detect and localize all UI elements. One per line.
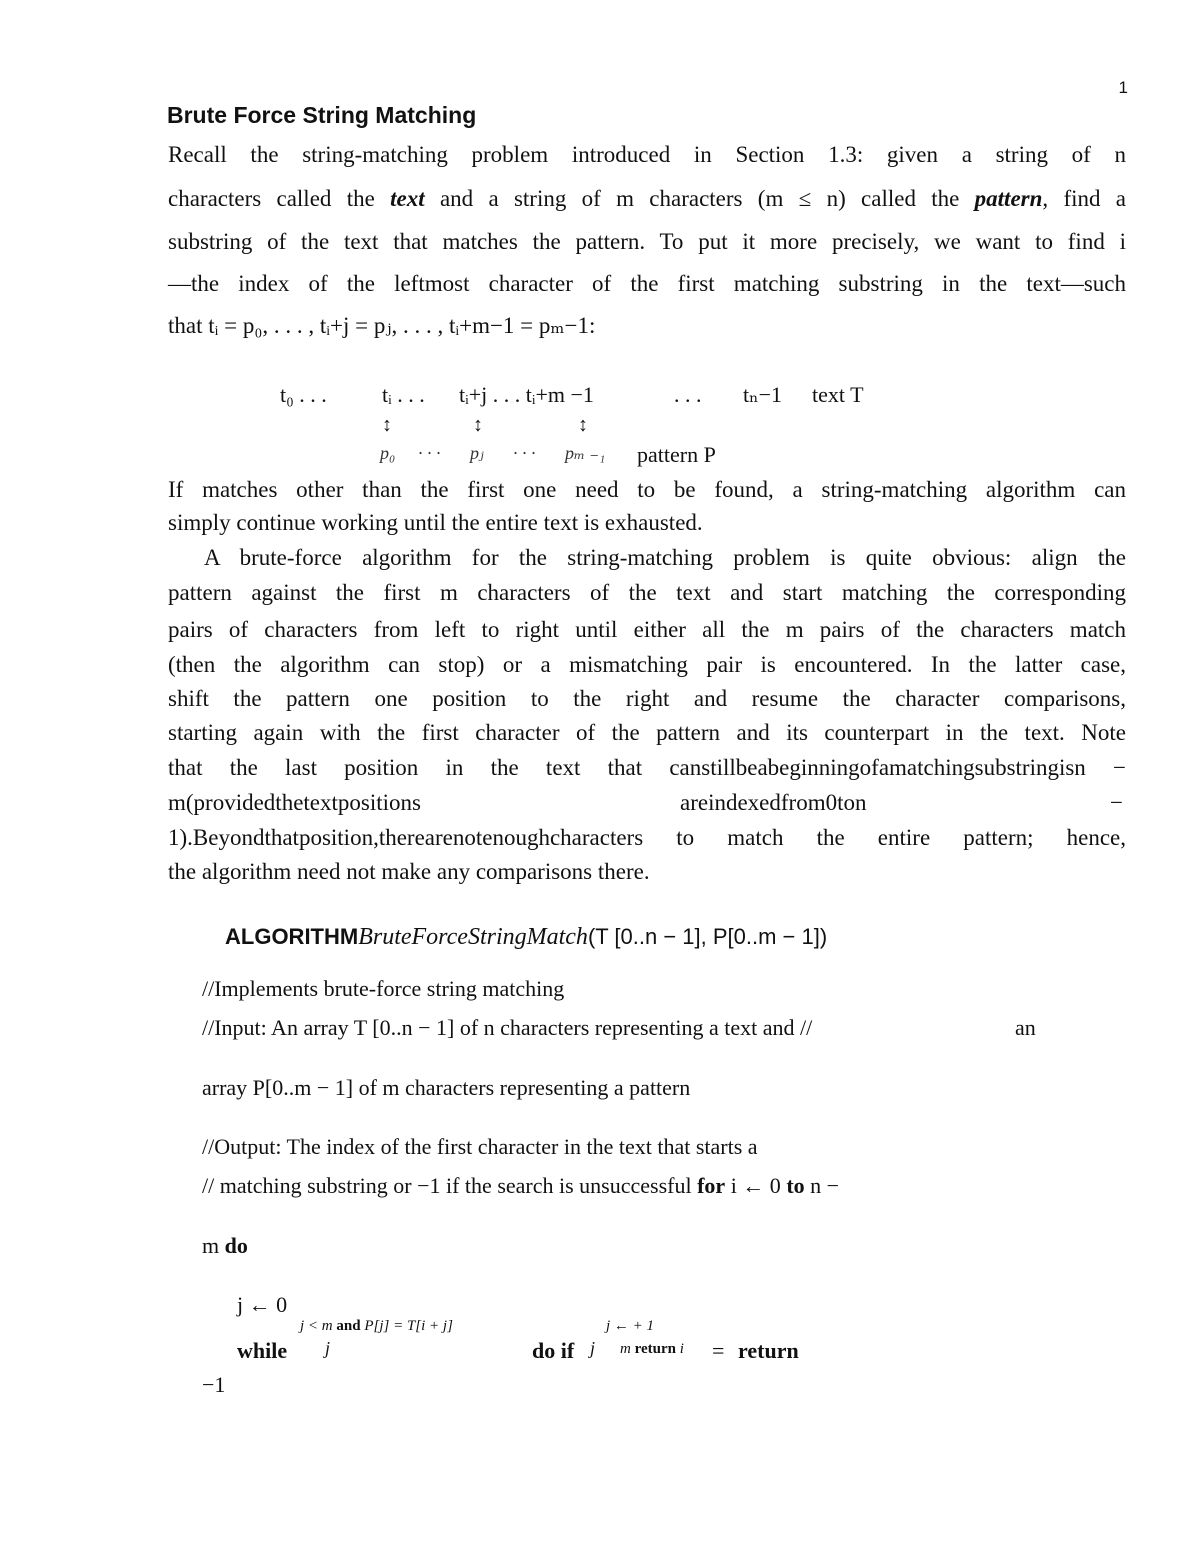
intro-line-3: substring of the text that matches the pattern. To put it more precisely, we want to find i — [168, 229, 1126, 254]
para3-line-5: shift the pattern one position to the right and resume the character comparisons, — [168, 686, 1126, 711]
para3-line-2: pattern against the first m characters of the text and start matching the corresponding — [168, 580, 1126, 605]
para3-line-1: A brute-force algorithm for the string-matching problem is quite obvious: align the — [204, 545, 1126, 570]
term-text: text — [390, 186, 425, 211]
j-increment: j ← + 1 — [606, 1318, 655, 1334]
intro-line-2-b: and a string of m characters (m ≤ n) called the — [439, 186, 960, 211]
algorithm-params: (T [0..n − 1], P[0..m − 1]) — [587, 924, 828, 949]
diagram-dots-2: · · · — [418, 443, 441, 463]
j-init: j ← 0 — [237, 1292, 288, 1317]
comment-input: //Input: An array T [0..n − 1] of n characters representing a text and // — [202, 1015, 813, 1040]
keyword-to: to — [786, 1173, 805, 1198]
keyword-for: for — [697, 1173, 726, 1198]
comment-output: //Output: The index of the first character in the text that starts a — [202, 1134, 758, 1159]
para2-line-1: If matches other than the first one need to be found, a string-matching algorithm can — [168, 477, 1126, 502]
keyword-do-if: do if — [532, 1338, 575, 1363]
for-bound: n − — [810, 1173, 840, 1198]
diagram-text-label: text T — [812, 382, 864, 407]
comment-input-cont: array P[0..m − 1] of m characters representing a pattern — [202, 1075, 691, 1100]
diagram-p0: p₀ — [380, 443, 396, 463]
intro-line-2-c: , find a — [1042, 186, 1127, 211]
keyword-return: return — [738, 1338, 799, 1363]
diagram-pattern-label: pattern P — [637, 442, 716, 467]
diagram-dots: . . . — [674, 382, 702, 407]
diagram-tij: tᵢ+j . . . tᵢ+m −1 — [459, 382, 594, 407]
page-number: 1 — [1118, 78, 1128, 97]
comment-input-an: an — [1015, 1015, 1036, 1040]
diagram-ti: tᵢ . . . — [382, 382, 425, 407]
keyword-while: while — [237, 1338, 288, 1363]
para3-line-8-c: − — [1110, 790, 1123, 815]
intro-line-2-a: characters called the — [168, 186, 375, 211]
comment-output-cont — [202, 1173, 839, 1199]
para3-line-3: pairs of characters from left to right until either all the m pairs of the characters match — [168, 617, 1126, 642]
comment-output-cont-text: // matching substring or −1 if the search is unsuccessful — [202, 1173, 692, 1198]
diagram-pm: pₘ ₋₁ — [565, 443, 606, 463]
para3-line-8-b: areindexedfrom0ton — [680, 790, 867, 815]
for-bound-m: m — [202, 1233, 220, 1258]
intro-line-5: that tᵢ = p₀, . . . , tᵢ+j = pⱼ, . . . , tᵢ+m−1 = pₘ−1: — [168, 313, 596, 338]
return-neg-one: −1 — [202, 1372, 226, 1397]
double-arrow-icon: ↕ — [382, 414, 392, 436]
comment-implements: //Implements brute-force string matching — [202, 976, 565, 1001]
para3-line-10: the algorithm need not make any comparisons there. — [168, 859, 650, 884]
keyword-do: do — [224, 1233, 248, 1258]
while-j: j — [325, 1338, 331, 1358]
section-heading: Brute Force String Matching — [167, 102, 477, 128]
diagram-t0: t₀ . . . — [280, 382, 327, 407]
if-m: m — [620, 1341, 631, 1357]
para3-line-7: that the last position in the text that canstillbeabeginningofamatchingsubstringisn − — [168, 755, 1126, 780]
equals-sign: = — [712, 1338, 725, 1363]
for-bound-cont — [202, 1233, 248, 1259]
para3-line-4: (then the algorithm can stop) or a mismatching pair is encountered. In the latter case, — [168, 652, 1126, 677]
algorithm-header — [225, 924, 827, 951]
intro-line-2 — [168, 186, 1126, 212]
double-arrow-icon: ↕ — [578, 414, 588, 436]
algorithm-name: BruteForceStringMatch — [358, 924, 588, 950]
intro-line-4: —the index of the leftmost character of the first matching substring in the text—such — [168, 271, 1126, 296]
keyword-return-small: return — [634, 1341, 676, 1357]
if-j: j — [590, 1338, 596, 1358]
term-pattern: pattern — [974, 186, 1043, 211]
if-condition — [620, 1341, 684, 1358]
intro-line-1: Recall the string-matching problem introduced in Section 1.3: given a string of n — [168, 142, 1126, 167]
for-init: i ← 0 — [730, 1173, 781, 1198]
algorithm-keyword: ALGORITHM — [225, 924, 359, 949]
double-arrow-icon: ↕ — [473, 414, 483, 436]
para3-line-8-a: m(providedthetextpositions — [168, 790, 421, 815]
keyword-and: and — [336, 1318, 361, 1334]
while-cond-a: j < m — [300, 1318, 333, 1334]
para2-line-2: simply continue working until the entire text is exhausted. — [168, 510, 703, 535]
para3-line-6: starting again with the first character of the pattern and its counterpart in the text. Note — [168, 720, 1126, 745]
diagram-pj: pⱼ — [470, 443, 484, 463]
diagram-tn: tₙ−1 — [743, 382, 783, 407]
diagram-dots-3: · · · — [513, 443, 536, 463]
para3-line-9: 1).Beyondthatposition,therearenotenoughcharacters to match the entire pattern; hence, — [168, 825, 1126, 850]
return-i: i — [679, 1341, 684, 1357]
while-cond-b: P[j] = T[i + j] — [364, 1318, 453, 1334]
while-condition — [300, 1318, 453, 1335]
